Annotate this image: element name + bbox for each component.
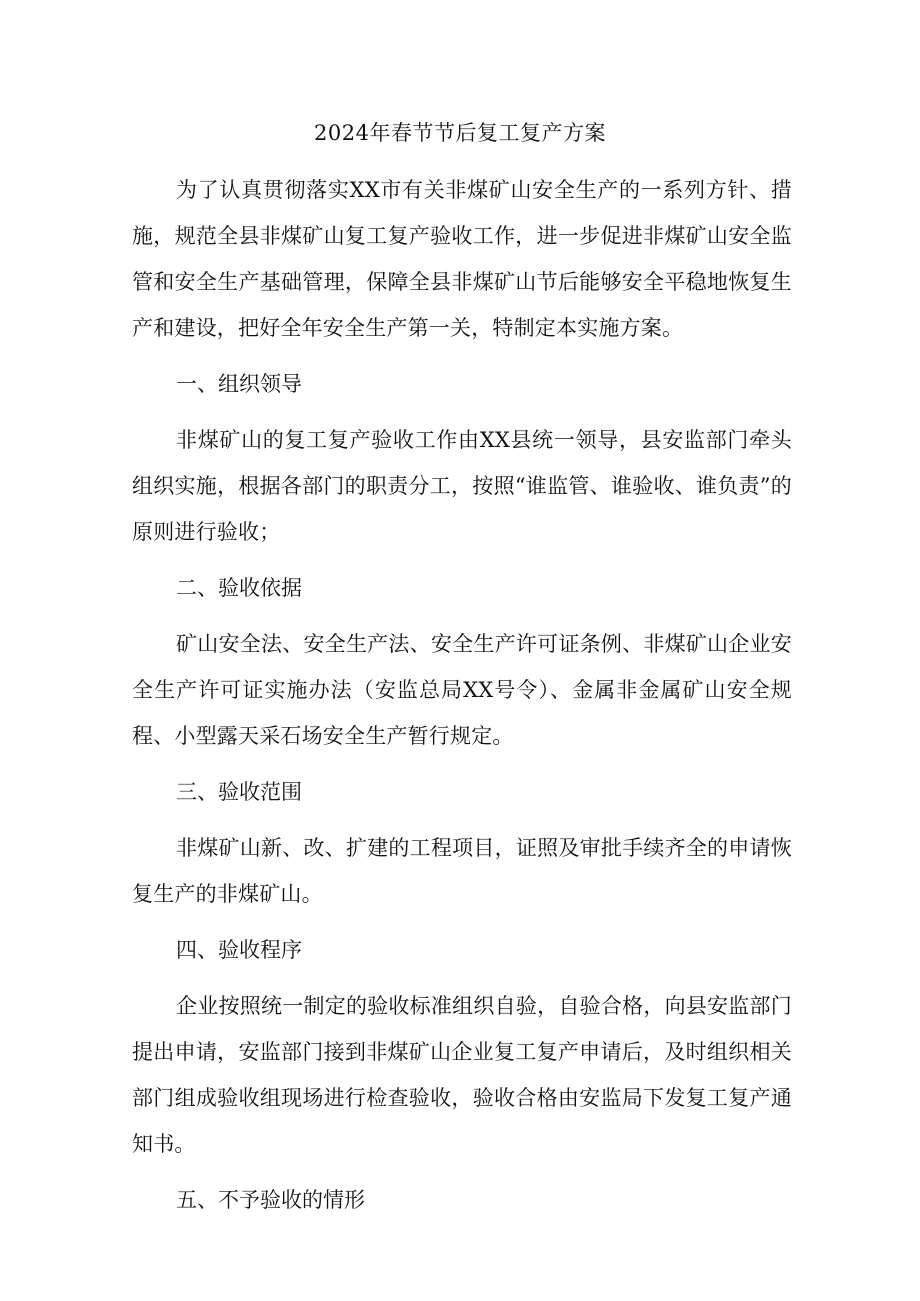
section-body-procedure: 企业按照统一制定的验收标准组织自验，自验合格，向县安监部门提出申请，安监部门接到非煤矿山企业复工复产申请后，及时组织相关部门组成验收组现场进行检查验收，验收合格由安监局下发复工复产通知书。 [132, 994, 792, 1156]
section-heading-procedure: 四、验收程序 [176, 938, 302, 962]
section-heading-scope: 三、验收范围 [176, 780, 302, 804]
section-body-organization: 非煤矿山的复工复产验收工作由XX县统一领导，县安监部门牵头组织实施，根据各部门的职责分工，按照“谁监管、谁验收、谁负责”的原则进行验收； [132, 428, 792, 544]
section-body-basis: 矿山安全法、安全生产法、安全生产许可证条例、非煤矿山企业安全生产许可证实施办法（安监总局XX号令）、金属非金属矿山安全规程、小型露天采石场安全生产暂行规定。 [132, 632, 792, 748]
document-title: 2024年春节节后复工复产方案 [314, 121, 606, 145]
intro-paragraph: 为了认真贯彻落实XX市有关非煤矿山安全生产的一系列方针、措施，规范全县非煤矿山复工复产验收工作，进一步促进非煤矿山安全监管和安全生产基础管理，保障全县非煤矿山节后能够安全平稳地恢复生产和建设，把好全年安全生产第一关，特制定本实施方案。 [132, 178, 792, 340]
section-heading-exclusions: 五、不予验收的情形 [176, 1188, 365, 1212]
section-body-scope: 非煤矿山新、改、扩建的工程项目，证照及审批手续齐全的申请恢复生产的非煤矿山。 [132, 836, 792, 906]
section-heading-organization: 一、组织领导 [176, 372, 302, 396]
document-body [132, 167, 792, 1233]
section-heading-basis: 二、验收依据 [176, 576, 302, 600]
